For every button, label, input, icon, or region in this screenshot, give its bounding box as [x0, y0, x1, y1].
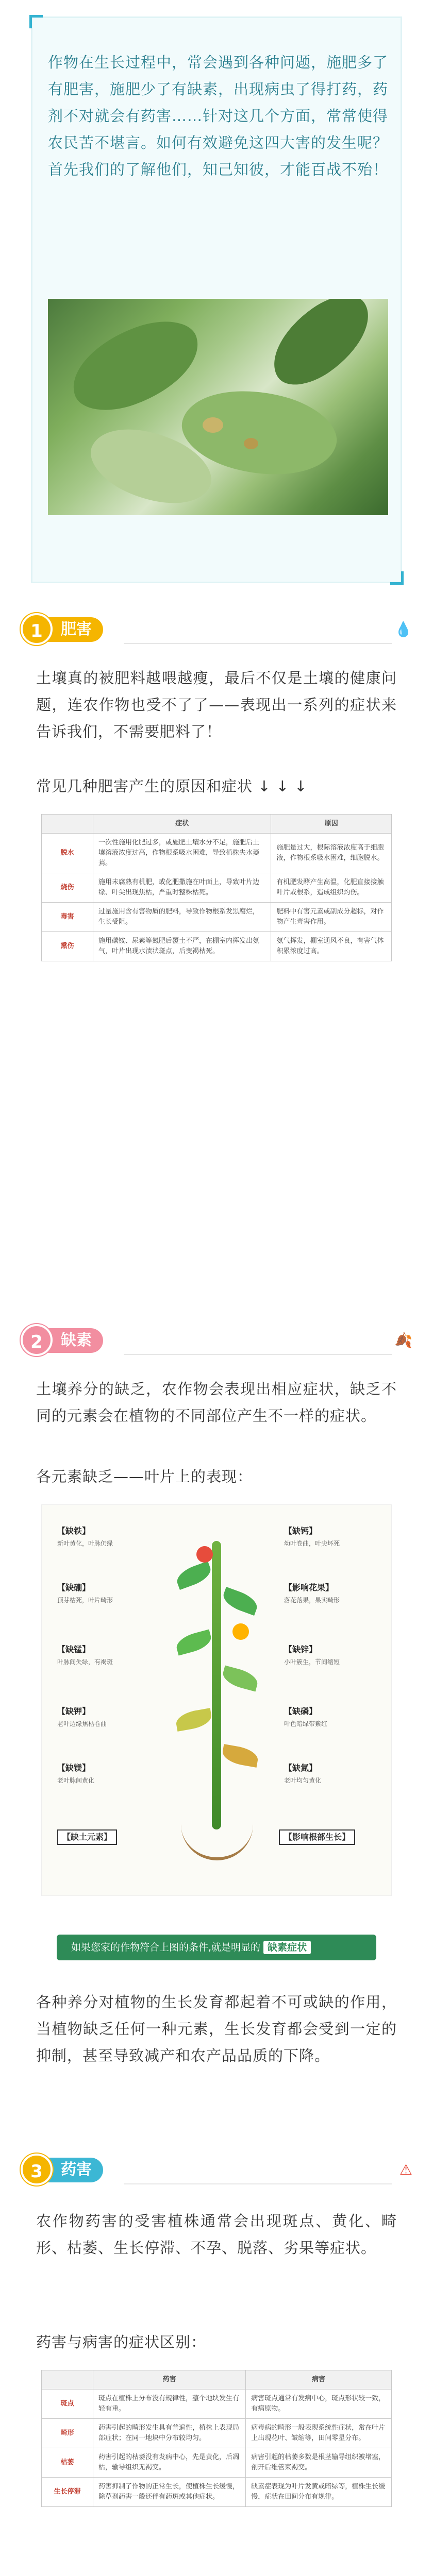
- section-number: 3: [21, 2154, 53, 2185]
- diagram-label: 【缺硼】: [57, 1583, 91, 1592]
- intro-text: 作物在生长过程中，常会遇到各种问题，施肥多了有肥害，施肥少了有缺素，出现病虫了得打药，药剂不对就会有药害……针对这几个方面，常常使得农民苦不堪言。如何有效避免这四大害的发生呢？首先我们的了解他们，知己知彼，才能百战不殆！: [48, 54, 389, 178]
- diagram-label-desc: 叶色暗绿带紫红: [284, 1720, 328, 1727]
- pesticide-table: [41, 2370, 392, 2507]
- diagram-label-desc: 顶芽枯死，叶片畸形: [57, 1597, 113, 1604]
- pesticide-intro: 农作物药害的受害植株通常会出现斑点、黄化、畸形、枯萎、生长停滞、不孕、脱落、劣果等症状。: [36, 2212, 397, 2257]
- table-row: 枯萎 药害引起的枯萎没有发病中心，先是黄化，后凋枯，输导组织无褐变。 病害引起的枯萎多数是根茎输导组织被堵塞，剖开后维管束褐变。: [42, 2448, 392, 2478]
- leaf-icon: 🍂: [394, 1332, 412, 1349]
- section-title: 药害: [43, 2158, 103, 2182]
- table-row: 脱水 一次性施用化肥过多，或施肥土壤水分不足，施肥后土壤溶液浓度过高，作物根系吸水困难，导致植株失水萎蔫。 施肥量过大，根际溶液浓度高于细胞液，作物根系吸水困难，细胞脱水。: [42, 834, 392, 873]
- table-header: 症状: [93, 815, 271, 834]
- fertilizer-table: [41, 814, 392, 961]
- diagram-label-desc: 老叶脉间黄化: [57, 1777, 95, 1784]
- diagram-label: 【缺锌】: [284, 1645, 318, 1654]
- section-header-deficiency: [21, 1324, 412, 1360]
- diagram-label: 【缺铁】: [57, 1526, 91, 1536]
- table-row: 毒害 过量施用含有害物质的肥料，导致作物根系发黑腐烂，生长受阻。 肥料中有害元素或副成分超标，对作物产生毒害作用。: [42, 903, 392, 932]
- diagram-label-desc: 新叶黄化，叶脉仍绿: [57, 1540, 113, 1547]
- section-number: 2: [21, 1324, 53, 1356]
- pesticide-subtitle: 药害与病害的症状区别：: [36, 2333, 207, 2351]
- deficiency-conclusion: 各种养分对植物的生长发育都起着不可或缺的作用，当植物缺乏任何一种元素，生长发育都会受到一定的抑制，甚至导致减产和农产品品质的下降。: [36, 1993, 397, 2064]
- diagram-label: 【缺磷】: [284, 1706, 318, 1716]
- section-title: 肥害: [43, 617, 103, 642]
- table-header: 原因: [271, 815, 392, 834]
- section-header-fertilizer: [21, 613, 412, 649]
- table-row: 生长停滞 药害抑制了作物的正常生长，使植株生长缓慢，除草剂药害一般还伴有药斑或其他症状。 缺素症表现为叶片发黄或暗绿等，植株生长缓慢，症状在田间分布有规律。: [42, 2478, 392, 2507]
- tip-text: 如果您家的作物符合上图的条件,就是明显的: [71, 1942, 261, 1953]
- diagram-label-desc: 落花落果，果实畸形: [284, 1597, 340, 1604]
- deficiency-intro: 土壤养分的缺乏，农作物会表现出相应症状，缺乏不同的元素会在植物的不同部位产生不一样的症状。: [36, 1380, 397, 1425]
- table-row: 斑点 斑点在植株上分布没有规律性，整个地块发生有轻有重。 病害斑点通常有发病中心，斑点形状较一致，有病原物。: [42, 2389, 392, 2419]
- fertilizer-intro: 土壤真的被肥料越喂越瘦，最后不仅是土壤的健康问题，连农作物也受不了了——表现出一系列的症状来告诉我们，不需要肥料了！: [36, 669, 397, 740]
- diagram-label-desc: 幼叶卷曲，叶尖坏死: [284, 1540, 340, 1547]
- diagram-bottom-label: 【缺土元素】: [57, 1829, 117, 1845]
- diagram-label-desc: 小叶簇生，节间缩短: [284, 1658, 340, 1666]
- warning-icon: ⚠: [399, 2161, 412, 2178]
- leaf-disease-photo: [48, 299, 388, 515]
- section-number: 1: [21, 613, 53, 645]
- table-row: 畸形 药害引起的畸形发生具有普遍性，植株上表现局部症状；在同一地块中分布较均匀。 病毒病的畸形一般表现系统性症状，常在叶片上出现花叶、皱缩等，田间零星分布。: [42, 2419, 392, 2448]
- corner-decoration: [29, 15, 43, 28]
- nutrient-deficiency-diagram: [41, 1504, 392, 1896]
- diagram-label: 【缺钙】: [284, 1526, 318, 1536]
- diagram-label-desc: 老叶边缘焦枯卷曲: [57, 1720, 107, 1727]
- diagram-label-desc: 老叶均匀黄化: [284, 1777, 322, 1784]
- corner-decoration: [390, 571, 404, 585]
- table-row: 烧伤 施用未腐熟有机肥，或化肥撒施在叶面上，导致叶片边缘、叶尖出现焦枯，严重时整株枯死。 有机肥发酵产生高温，化肥直接接触叶片或根系，造成组织灼伤。: [42, 873, 392, 903]
- table-header: [42, 2370, 93, 2389]
- diagram-label: 【缺氮】: [284, 1763, 318, 1773]
- diagram-label: 【缺锰】: [57, 1645, 91, 1654]
- deficiency-subtitle: 各元素缺乏——叶片上的表现：: [36, 1468, 253, 1485]
- table-header: [42, 815, 93, 834]
- section-title: 缺素: [43, 1328, 103, 1353]
- fertilizer-subtitle: 常见几种肥害产生的原因和症状 ↓ ↓ ↓: [36, 777, 308, 795]
- intro-box: [31, 16, 402, 583]
- table-header: 病害: [246, 2370, 392, 2389]
- diagram-label-desc: 叶脉间失绿，有褐斑: [57, 1658, 113, 1666]
- diagram-label: 【影响花果】: [284, 1583, 334, 1592]
- table-header: 药害: [93, 2370, 246, 2389]
- diagram-label: 【缺钾】: [57, 1706, 91, 1716]
- section-header-pesticide: [21, 2154, 412, 2190]
- table-row: 熏伤 施用碳铵、尿素等氮肥后覆土不严，在棚室内挥发出氨气，叶片出现水渍状斑点，后变褐枯死。 氨气挥发，棚室通风不良，有害气体积累浓度过高。: [42, 932, 392, 961]
- water-drop-icon: 💧: [394, 621, 412, 638]
- tip-highlight: 缺素症状: [263, 1941, 311, 1954]
- diagram-bottom-label: 【影响根部生长】: [279, 1829, 355, 1845]
- diagram-label: 【缺镁】: [57, 1763, 91, 1773]
- deficiency-tip-banner: [57, 1935, 376, 1960]
